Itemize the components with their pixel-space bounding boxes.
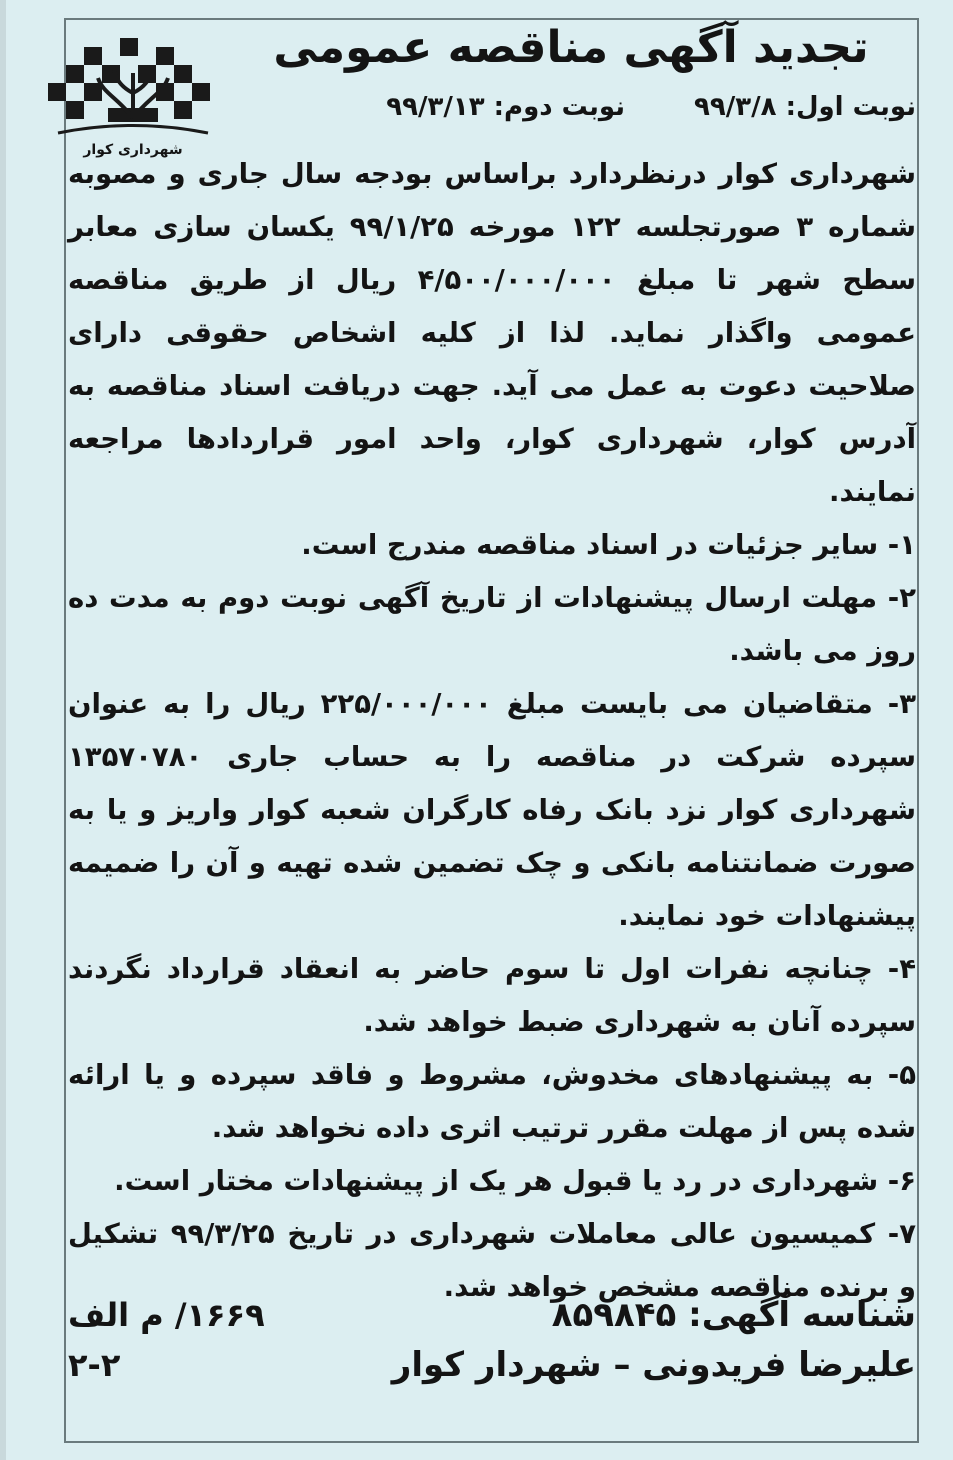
condition-item-4: ۴- چنانچه نفرات اول تا سوم حاضر به انعقاد قرارداد نگردند سپرده آنان به شهرداری ضبط خواهد شد. xyxy=(68,953,916,1038)
logo-caption: شهرداری کوار xyxy=(83,142,183,158)
first-issue-date: نوبت اول: ۹۹/۳/۸ xyxy=(694,92,916,122)
ad-title: تجدید آگهی مناقصه عمومی xyxy=(273,22,869,73)
condition-item-7: ۷- کمیسیون عالی معاملات شهرداری در تاریخ ۹۹/۳/۲۵ تشکیل و برنده مناقصه مشخص خواهد شد. xyxy=(68,1218,916,1303)
municipality-logo xyxy=(48,38,218,163)
condition-item-2: ۲- مهلت ارسال پیشنهادات از تاریخ آگهی نوبت دوم به مدت ده روز می باشد. xyxy=(68,582,916,667)
condition-item-3: ۳- متقاضیان می بایست مبلغ ۲۲۵/۰۰۰/۰۰۰ ریال را به عنوان سپرده شرکت در مناقصه را به حساب جاری ۱۳۵۷۰۷۸۰ شهرداری کوار نزد بانک رفاه کارگران شعبه کوار واریز و یا به صورت ضمانتنامه بانکی و چک تضمین شده تهیه و آن را ضمیمه پیشنهادات خود نمایند. xyxy=(68,688,916,932)
condition-item-1: ۱- سایر جزئیات در اسناد مناقصه مندرج است. xyxy=(301,529,916,561)
publication-dates xyxy=(226,92,916,122)
reference-number: ۱۶۶۹/ م الف xyxy=(68,1296,265,1334)
ad-footer xyxy=(68,1295,916,1385)
logo-emblem-icon xyxy=(48,38,218,143)
second-issue-date: نوبت دوم: ۹۹/۳/۱۳ xyxy=(386,92,625,122)
ad-id: شناسه آگهی: ۸۵۹۸۴۵ xyxy=(551,1295,916,1335)
intro-paragraph: شهرداری کوار درنظردارد براساس بودجه سال جاری و مصوبه شماره ۳ صورتجلسه ۱۲۲ مورخه ۹۹/۱/۲۵ یکسان سازی معابر سطح شهر تا مبلغ ۴/۵۰۰/۰۰۰/۰۰۰ ریال از طریق مناقصه عمومی واگذار نماید. لذا از کلیه اشخاص حقوقی دارای صلاحیت دعوت به عمل می آید. جهت دریافت اسناد مناقصه به آدرس کوار، شهرداری کوار، واحد امور قراردادها مراجعه نمایند. xyxy=(68,158,916,508)
part-number: ۲-۲ xyxy=(68,1346,121,1384)
condition-item-5: ۵- به پیشنهادهای مخدوش، مشروط و فاقد سپرده و یا ارائه شده پس از مهلت مقرر ترتیب اثری داده نخواهد شد. xyxy=(68,1059,916,1144)
ad-body xyxy=(68,148,916,1314)
condition-item-6: ۶- شهرداری در رد یا قبول هر یک از پیشنهادات مختار است. xyxy=(114,1165,916,1197)
signature: علیرضا فریدونی – شهردار کوار xyxy=(391,1345,916,1385)
